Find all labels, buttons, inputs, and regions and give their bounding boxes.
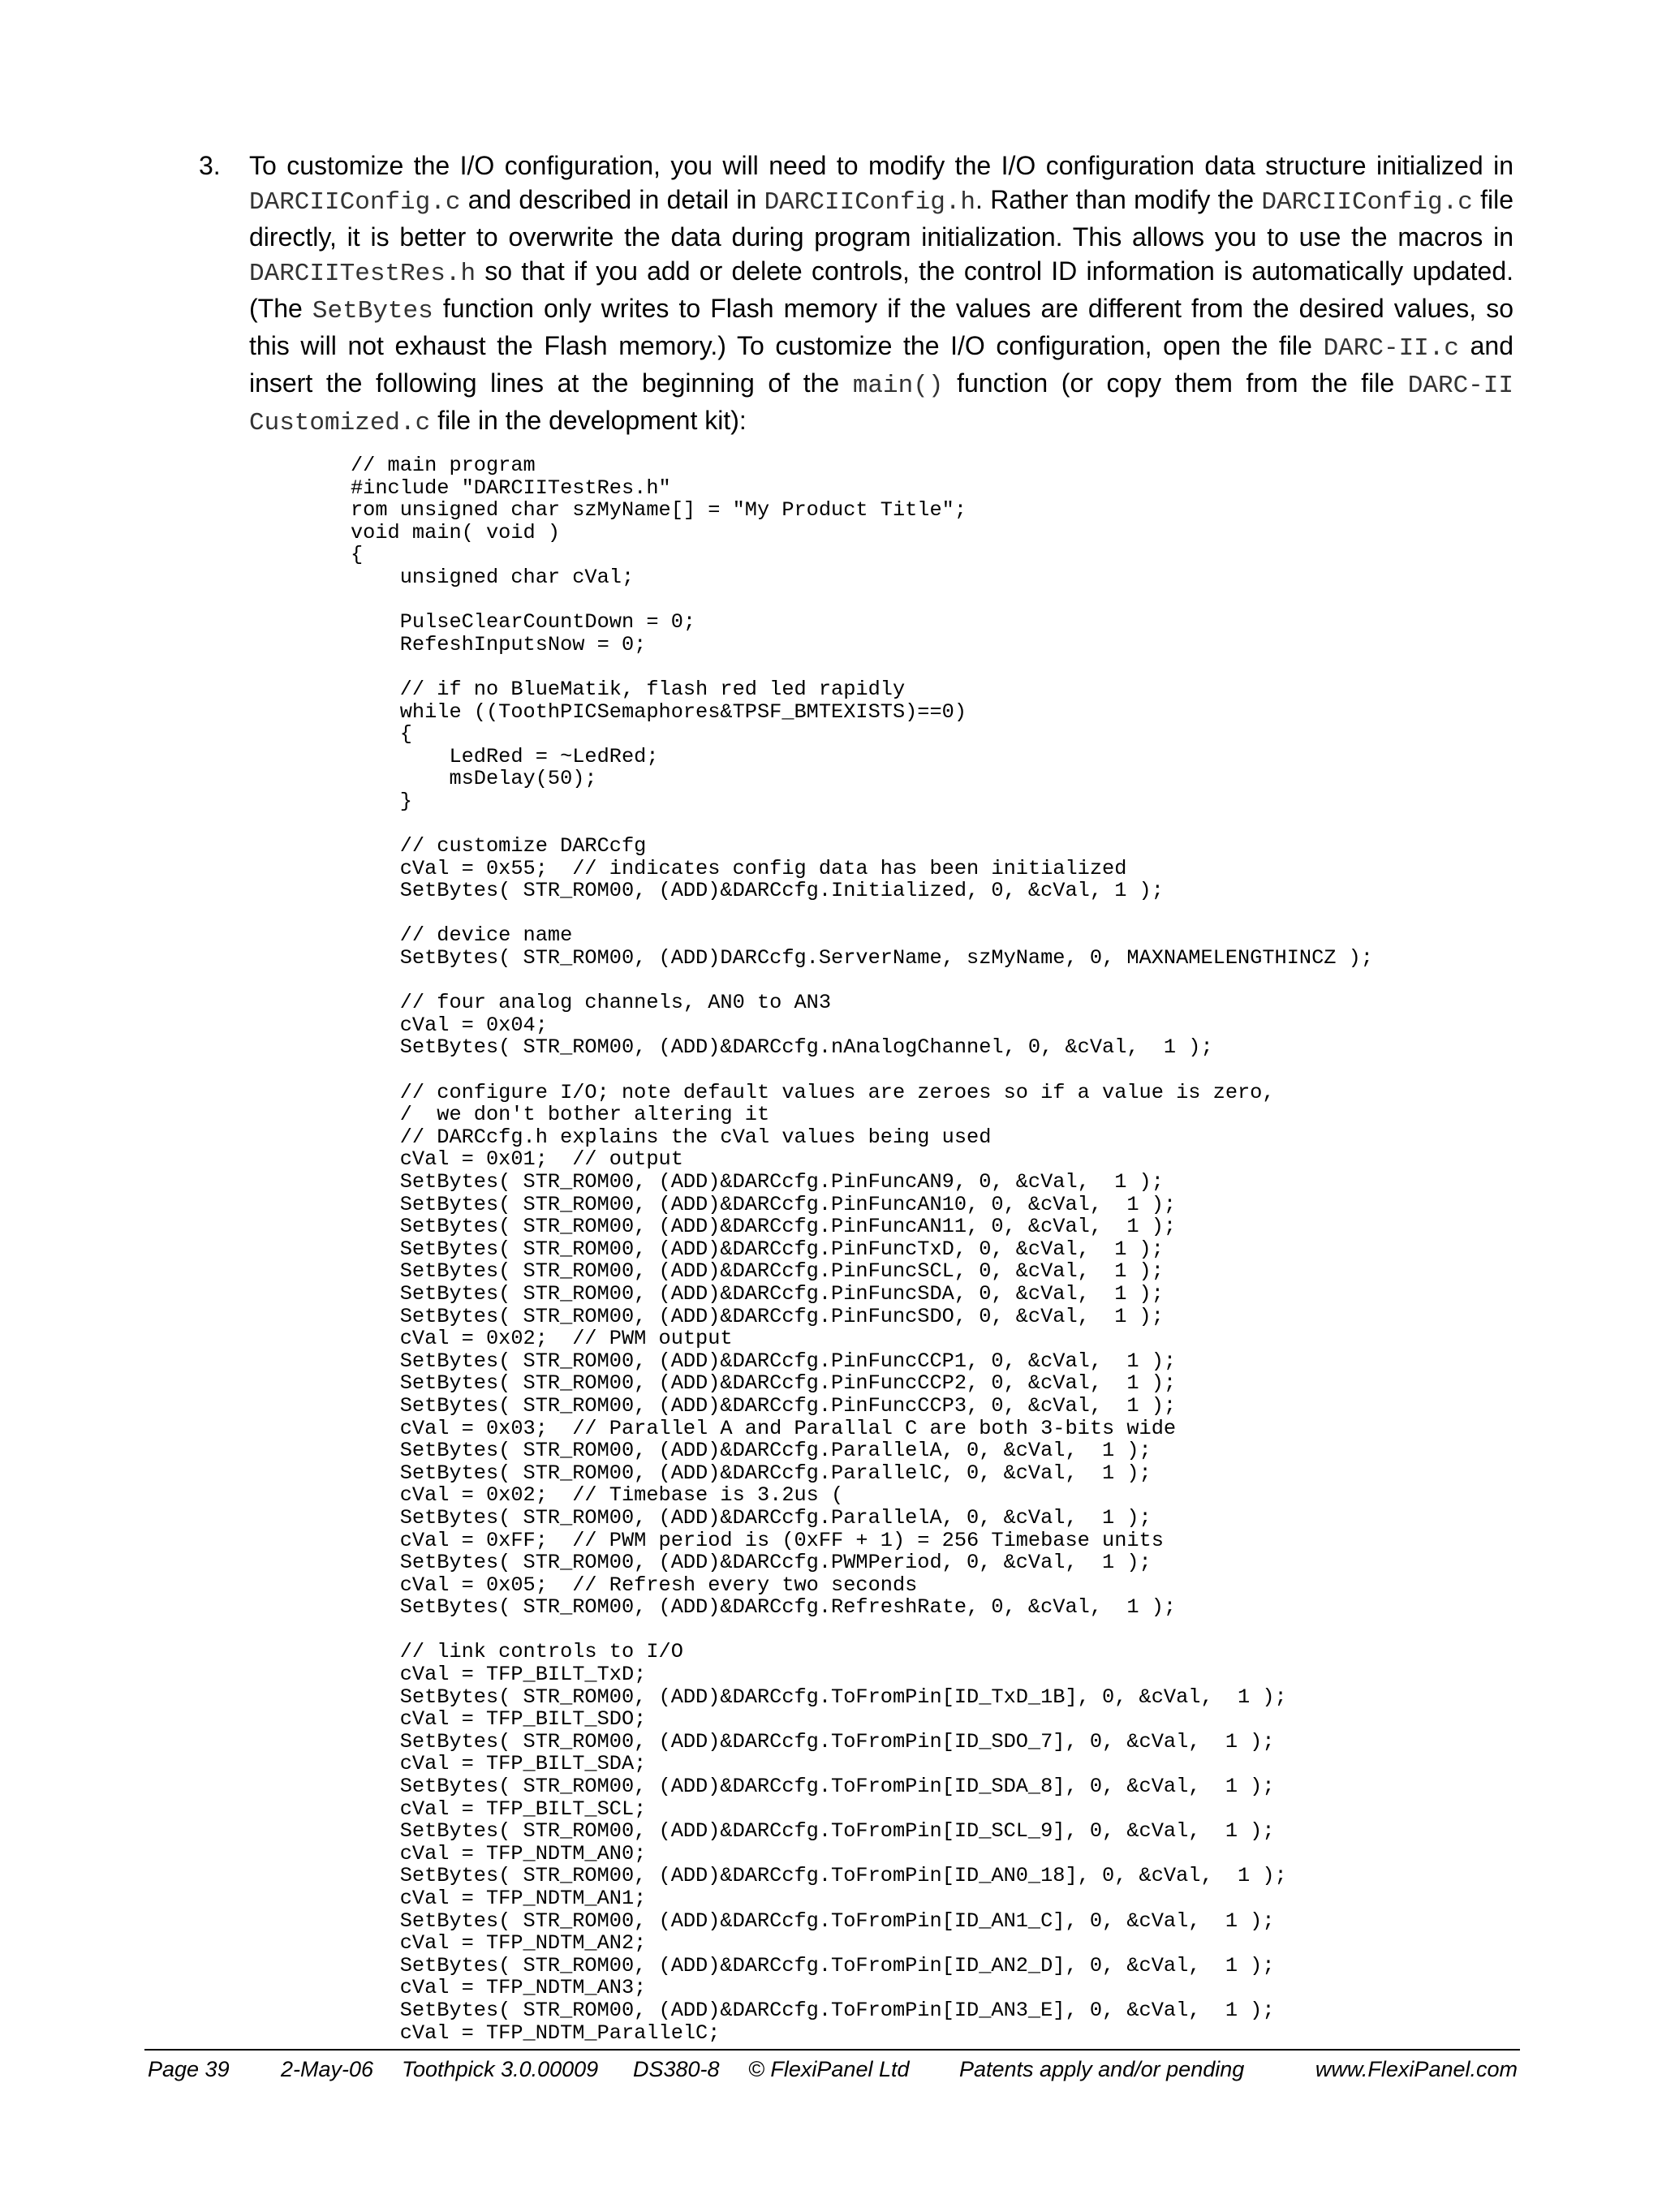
filename-darciitestres-h: DARCIITestRes.h [249,260,476,288]
code-line: SetBytes( STR_ROM00, (ADD)&DARCcfg.RefreshRate, 0, &cVal, 1 ); [351,1595,1177,1620]
code-line: // four analog channels, AN0 to AN3 [351,991,832,1015]
code-line: SetBytes( STR_ROM00, (ADD)&DARCcfg.PinFuncAN11, 0, &cVal, 1 ); [351,1215,1177,1239]
code-line: void main( void ) [351,520,561,544]
code-line: cVal = 0x03; // Parallel A and Parallal C are both 3-bits wide [351,1416,1177,1440]
code-line: // configure I/O; note default values are zeroes so if a value is zero, [351,1080,1275,1104]
code-line: // if no BlueMatik, flash red led rapidly [351,677,906,701]
step-number: 3. [199,151,221,180]
code-line: SetBytes( STR_ROM00, (ADD)&DARCcfg.ToFromPin[ID_AN0_18], 0, &cVal, 1 ); [351,1864,1287,1888]
code-line: SetBytes( STR_ROM00, (ADD)&DARCcfg.ToFromPin[ID_AN1_C], 0, &cVal, 1 ); [351,1909,1275,1933]
paragraph-text: so that if you add or delete controls, the control ID information is automatically updated. (The [249,256,1513,323]
code-line: // link controls to I/O [351,1640,683,1664]
code-line: cVal = 0x04; [351,1013,548,1037]
filename-darc-ii-c: DARC-II.c [1323,334,1459,363]
code-line: cVal = 0x01; // output [351,1147,683,1172]
code-line: SetBytes( STR_ROM00, (ADD)&DARCcfg.PinFuncTxD, 0, &cVal, 1 ); [351,1237,1164,1261]
paragraph-text: function (or copy them from the file [943,368,1408,398]
code-line: unsigned char cVal; [351,565,635,589]
code-line: SetBytes( STR_ROM00, (ADD)&DARCcfg.PinFuncCCP3, 0, &cVal, 1 ); [351,1393,1177,1418]
filename-darciiconfig-c: DARCIIConfig.c [1261,188,1473,217]
filename-darciiconfig-c: DARCIIConfig.c [249,188,461,217]
code-line: rom unsigned char szMyName[] = "My Product Title"; [351,498,967,523]
code-line: cVal = 0x02; // PWM output [351,1327,733,1351]
code-line: PulseClearCountDown = 0; [351,610,696,635]
paragraph-text: file directly, it is better to overwrite the data during program initialization. This allows you to use the macros in [249,185,1514,252]
footer-patents: Patents apply and/or pending [959,2057,1245,2081]
code-line: cVal = 0x02; // Timebase is 3.2us ( [351,1483,844,1508]
step-3 [199,148,1513,441]
function-setbytes: SetBytes [312,297,433,325]
code-line: SetBytes( STR_ROM00, (ADD)&DARCcfg.ToFromPin[ID_AN3_E], 0, &cVal, 1 ); [351,1998,1275,2022]
code-line: cVal = TFP_NDTM_AN0; [351,1841,647,1866]
code-line: RefeshInputsNow = 0; [351,632,647,656]
code-line: cVal = TFP_NDTM_AN1; [351,1887,647,1910]
code-line: cVal = TFP_BILT_TxD; [351,1663,647,1687]
page-footer [148,2055,1518,2084]
code-line: SetBytes( STR_ROM00, (ADD)&DARCcfg.PinFuncSDO, 0, &cVal, 1 ); [351,1304,1164,1328]
code-line: #include "DARCIITestRes.h" [351,476,671,500]
code-line: SetBytes( STR_ROM00, (ADD)&DARCcfg.ToFromPin[ID_AN2_D], 0, &cVal, 1 ); [351,1953,1275,1977]
code-line: cVal = TFP_NDTM_ParallelC; [351,2020,721,2045]
code-line: { [351,722,412,747]
code-line: SetBytes( STR_ROM00, (ADD)&DARCcfg.PinFuncCCP1, 0, &cVal, 1 ); [351,1349,1177,1373]
paragraph-text: . Rather than modify the [975,185,1262,214]
footer-doc-id: DS380-8 [633,2057,720,2081]
paragraph-text: and insert the following lines at the beginning of the [249,331,1514,398]
code-line: LedRed = ~LedRed; [351,744,659,768]
code-line: SetBytes( STR_ROM00, (ADD)&DARCcfg.Initialized, 0, &cVal, 1 ); [351,879,1164,903]
paragraph-text: file in the development kit): [430,406,747,435]
code-line: SetBytes( STR_ROM00, (ADD)&DARCcfg.nAnalogChannel, 0, &cVal, 1 ); [351,1035,1213,1060]
code-line: while ((ToothPICSemaphores&TPSF_BMTEXISTS)==0) [351,699,967,724]
code-line: cVal = TFP_NDTM_AN3; [351,1976,647,2000]
code-line: SetBytes( STR_ROM00, (ADD)&DARCcfg.PinFuncSDA, 0, &cVal, 1 ); [351,1281,1164,1306]
code-line: SetBytes( STR_ROM00, (ADD)&DARCcfg.ToFromPin[ID_SCL_9], 0, &cVal, 1 ); [351,1819,1275,1844]
code-line: { [351,543,364,567]
code-line: SetBytes( STR_ROM00, (ADD)&DARCcfg.ToFromPin[ID_TxD_1B], 0, &cVal, 1 ); [351,1685,1287,1709]
code-line: SetBytes( STR_ROM00, (ADD)&DARCcfg.PWMPeriod, 0, &cVal, 1 ); [351,1551,1152,1575]
code-line: SetBytes( STR_ROM00, (ADD)&DARCcfg.PinFuncSCL, 0, &cVal, 1 ); [351,1259,1164,1284]
code-line: SetBytes( STR_ROM00, (ADD)&DARCcfg.PinFuncAN10, 0, &cVal, 1 ); [351,1192,1177,1216]
filename-darciiconfig-h: DARCIIConfig.h [764,188,976,217]
function-main: main() [852,372,944,400]
code-line: cVal = 0xFF; // PWM period is (0xFF + 1) = 256 Timebase units [351,1528,1164,1552]
code-line: / we don't bother altering it [351,1103,770,1127]
code-line: SetBytes( STR_ROM00, (ADD)&DARCcfg.ParallelC, 0, &cVal, 1 ); [351,1461,1152,1485]
footer-copyright: © FlexiPanel Ltd [748,2057,910,2081]
code-line: cVal = TFP_NDTM_AN2; [351,1931,647,1956]
code-line: cVal = TFP_BILT_SDA; [351,1752,647,1776]
code-line: // device name [351,923,573,948]
filename-darc-ii-customized-c: DARC-II Customized.c [249,372,1513,437]
code-line: // DARCcfg.h explains the cVal values being used [351,1125,992,1149]
code-line: SetBytes( STR_ROM00, (ADD)&DARCcfg.ParallelA, 0, &cVal, 1 ); [351,1505,1152,1530]
code-line: } [351,789,412,813]
code-line: // customize DARCcfg [351,834,647,859]
footer-divider [144,2049,1520,2051]
code-line: cVal = 0x05; // Refresh every two seconds [351,1573,918,1597]
paragraph-text: function only writes to Flash memory if the values are different from the desired values, so this will not exhaust the Flash memory.) To customize the I/O configuration, open the file [249,294,1514,360]
code-line: SetBytes( STR_ROM00, (ADD)&DARCcfg.ToFromPin[ID_SDO_7], 0, &cVal, 1 ); [351,1729,1275,1754]
footer-product: Toothpick 3.0.00009 [402,2057,599,2081]
step-paragraph [249,148,1513,441]
footer-date: 2-May-06 [281,2057,374,2081]
code-line: SetBytes( STR_ROM00, (ADD)&DARCcfg.ToFromPin[ID_SDA_8], 0, &cVal, 1 ); [351,1775,1275,1799]
code-line: // main program [351,454,536,477]
footer-website: www.FlexiPanel.com [1315,2057,1518,2081]
code-line: cVal = 0x55; // indicates config data has been initialized [351,856,1127,880]
paragraph-text: To customize the I/O configuration, you will need to modify the I/O configuration data structure initialized in [249,151,1513,180]
paragraph-text: and described in detail in [460,185,764,214]
code-line: SetBytes( STR_ROM00, (ADD)DARCcfg.ServerName, szMyName, 0, MAXNAMELENGTHINCZ ); [351,946,1373,970]
code-line: msDelay(50); [351,767,597,791]
code-line: SetBytes( STR_ROM00, (ADD)&DARCcfg.PinFuncCCP2, 0, &cVal, 1 ); [351,1371,1177,1396]
code-line: SetBytes( STR_ROM00, (ADD)&DARCcfg.ParallelA, 0, &cVal, 1 ); [351,1439,1152,1463]
code-line: cVal = TFP_BILT_SDO; [351,1707,647,1732]
code-line: cVal = TFP_BILT_SCL; [351,1797,647,1821]
code-listing [351,454,1373,2044]
code-line: SetBytes( STR_ROM00, (ADD)&DARCcfg.PinFuncAN9, 0, &cVal, 1 ); [351,1170,1164,1194]
footer-page-number: Page 39 [148,2057,230,2081]
